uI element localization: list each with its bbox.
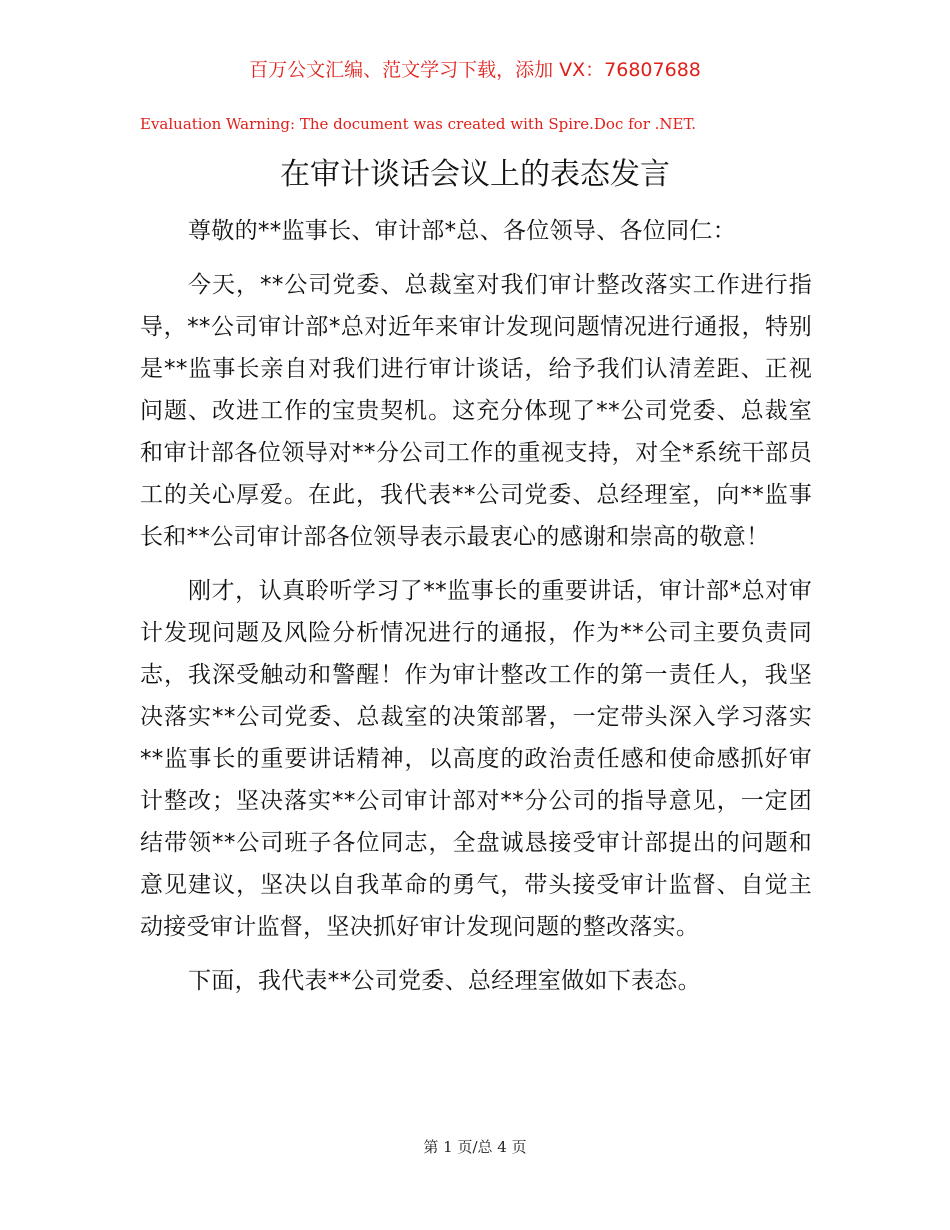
document-body [140, 210, 812, 1002]
body-paragraph-1: 今天，**公司党委、总裁室对我们审计整改落实工作进行指导，**公司审计部*总对近年来审计发现问题情况进行通报，特别是**监事长亲自对我们进行审计谈话，给予我们认清差距、正视问题、改进工作的宝贵契机。这充分体现了**公司党委、总裁室和审计部各位领导对**分公司工作的重视支持，对全*系统干部员工的关心厚爱。在此，我代表**公司党委、总经理室，向**监事长和**公司审计部各位领导表示最衷心的感谢和崇高的敬意！ [140, 272, 812, 550]
page-indicator: 第 1 页/总 4 页 [423, 1138, 527, 1156]
header-banner: 百万公文汇编、范文学习下载，添加 VX：76807688 [249, 59, 701, 81]
body-paragraph-3: 下面，我代表**公司党委、总经理室做如下表态。 [188, 968, 701, 994]
evaluation-warning: Evaluation Warning: The document was created with Spire.Doc for .NET. [140, 115, 697, 133]
body-paragraph-2: 刚才，认真聆听学习了**监事长的重要讲话，审计部*总对审计发现问题及风险分析情况进行的通报，作为**公司主要负责同志，我深受触动和警醒！作为审计整改工作的第一责任人，我坚决落实**公司党委、总裁室的决策部署，一定带头深入学习落实**监事长的重要讲话精神，以高度的政治责任感和使命感抓好审计整改；坚决落实**公司审计部对**分公司的指导意见，一定团结带领**公司班子各位同志，全盘诚恳接受审计部提出的问题和意见建议，坚决以自我革命的勇气，带头接受审计监督、自觉主动接受审计监督，坚决抓好审计发现问题的整改落实。 [140, 578, 812, 940]
document-title: 在审计谈话会议上的表态发言 [280, 157, 670, 192]
salutation-paragraph: 尊敬的**监事长、审计部*总、各位领导、各位同仁： [188, 218, 736, 244]
